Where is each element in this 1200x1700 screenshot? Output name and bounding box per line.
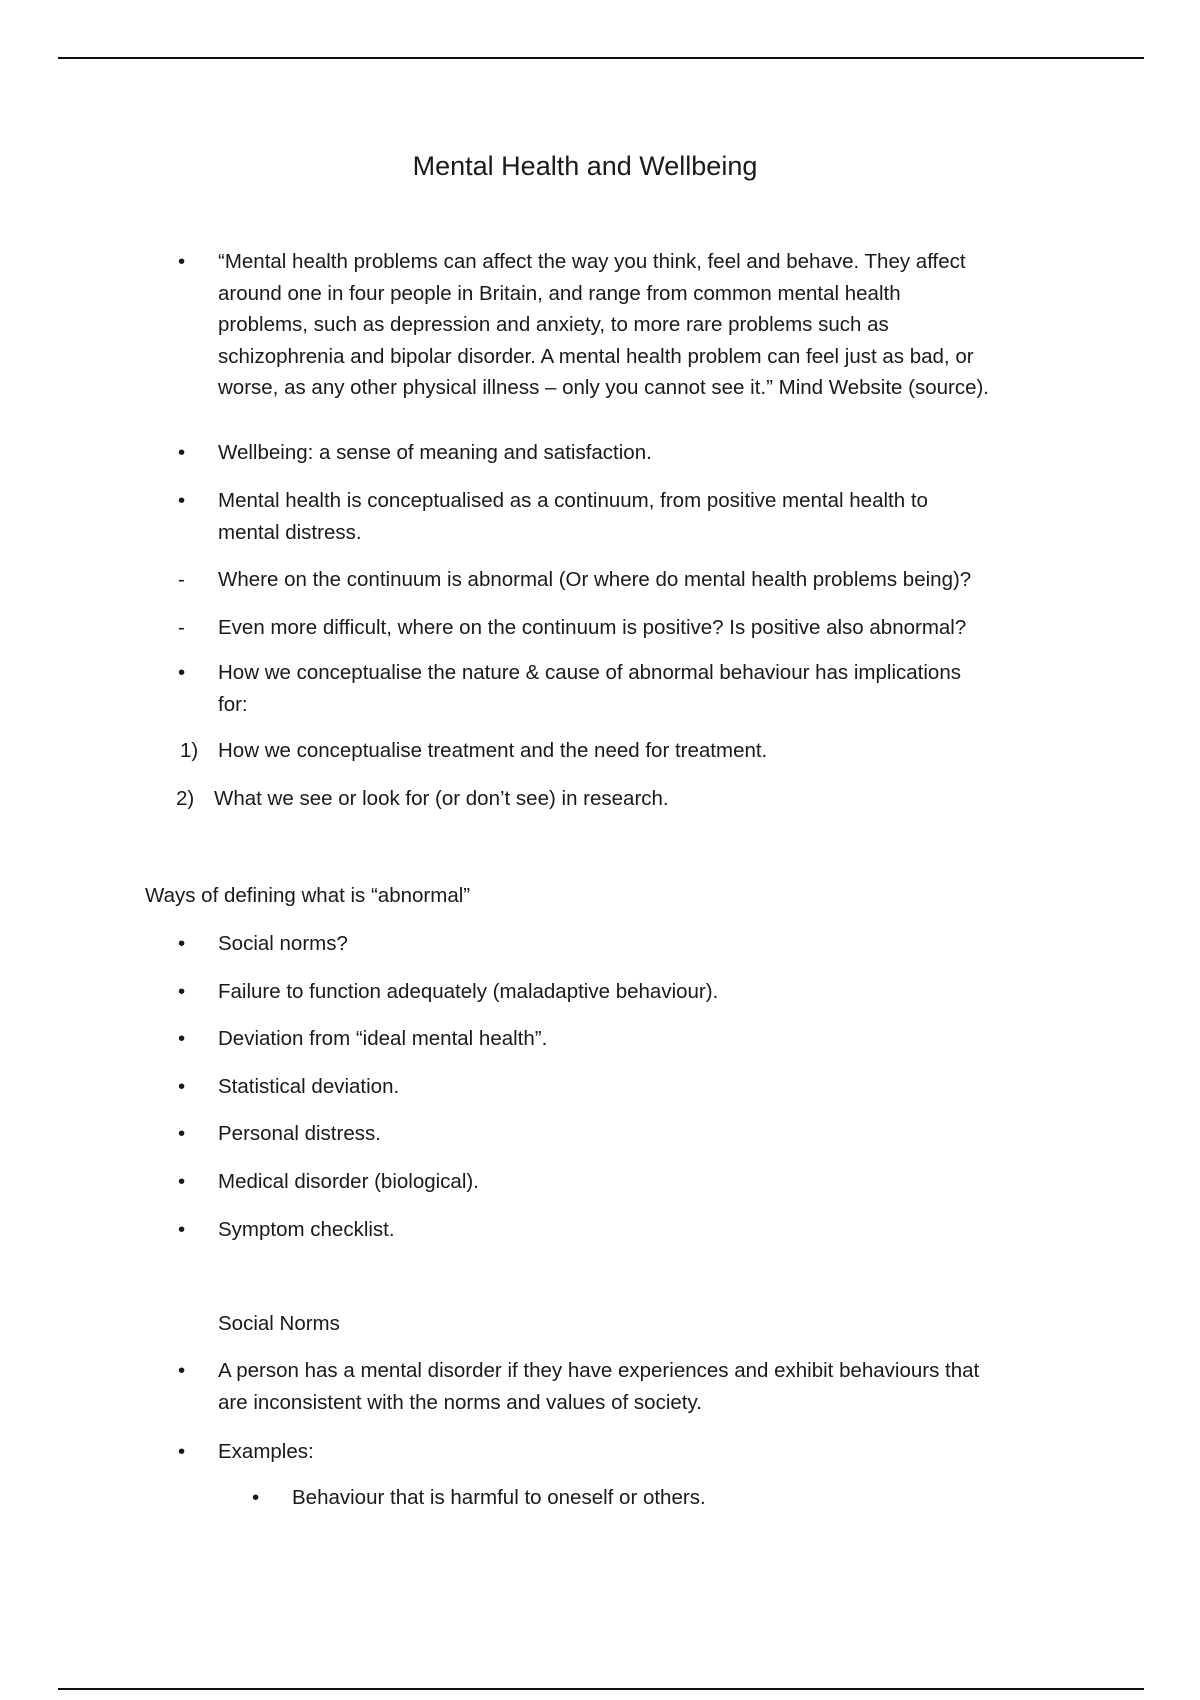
list-item-text: Symptom checklist. [218,1218,395,1241]
bullet-marker: • [178,932,186,955]
bullet-marker: • [178,489,186,512]
bullet-marker: • [178,1075,186,1098]
list-item-text: Personal distress. [218,1122,381,1145]
list-item-text: Deviation from “ideal mental health”. [218,1027,548,1050]
number-marker: 1) [180,739,199,762]
list-item-text: Examples: [218,1440,314,1463]
bullet-marker: • [178,1218,186,1241]
bullet-marker: • [178,1440,186,1463]
dash-marker: - [178,616,185,639]
page-title: Mental Health and Wellbeing [412,151,758,181]
quote-text: “Mental health problems can affect the way you think, feel and behave. They affect around one in four people in Britain, and range from common mental health problems, such as depression and anxiety, to more rare problems such as schizophrenia and bipolar disorder. A mental health problem can feel just as bad, or worse, as any other physical illness – only you cannot see it.” Mind Website (source). [218,250,990,399]
list-item-text: Failure to function adequately (maladaptive behaviour). [218,980,719,1003]
list-item-text: Even more difficult, where on the continuum is positive? Is positive also abnormal? [218,616,967,639]
bullet-marker: • [178,661,186,684]
list-item-text: Mental health is conceptualised as a continuum, from positive mental health to mental distress. [218,489,928,544]
list-item-text: A person has a mental disorder if they have experiences and exhibit behaviours that are inconsistent with the norms and values of society. [218,1359,980,1414]
bullet-marker: • [178,1027,186,1050]
list-item-text: Social norms? [218,932,348,955]
list-item-text: What we see or look for (or don’t see) in research. [214,787,669,810]
footer-rule [58,1688,1144,1690]
bullet-marker: • [252,1486,260,1509]
list-item-text: Behaviour that is harmful to oneself or others. [292,1486,706,1509]
bullet-marker: • [178,1170,186,1193]
section-heading: Ways of defining what is “abnormal” [145,884,471,907]
list-item-text: Where on the continuum is abnormal (Or where do mental health problems being)? [218,568,972,591]
number-marker: 2) [176,787,195,810]
subsection-heading: Social Norms [218,1312,340,1335]
bullet-marker: • [178,1122,186,1145]
dash-marker: - [178,568,185,591]
bullet-marker: • [178,980,186,1003]
header-rule [58,57,1144,59]
bullet-marker: • [178,441,186,464]
list-item-text: Wellbeing: a sense of meaning and satisfaction. [218,441,652,464]
list-item-text: How we conceptualise treatment and the need for treatment. [218,739,768,762]
list-item-text: Statistical deviation. [218,1075,400,1098]
bullet-marker: • [178,250,186,273]
list-item-text: Medical disorder (biological). [218,1170,479,1193]
list-item-text: How we conceptualise the nature & cause of abnormal behaviour has implications for: [218,661,961,716]
bullet-marker: • [178,1359,186,1382]
